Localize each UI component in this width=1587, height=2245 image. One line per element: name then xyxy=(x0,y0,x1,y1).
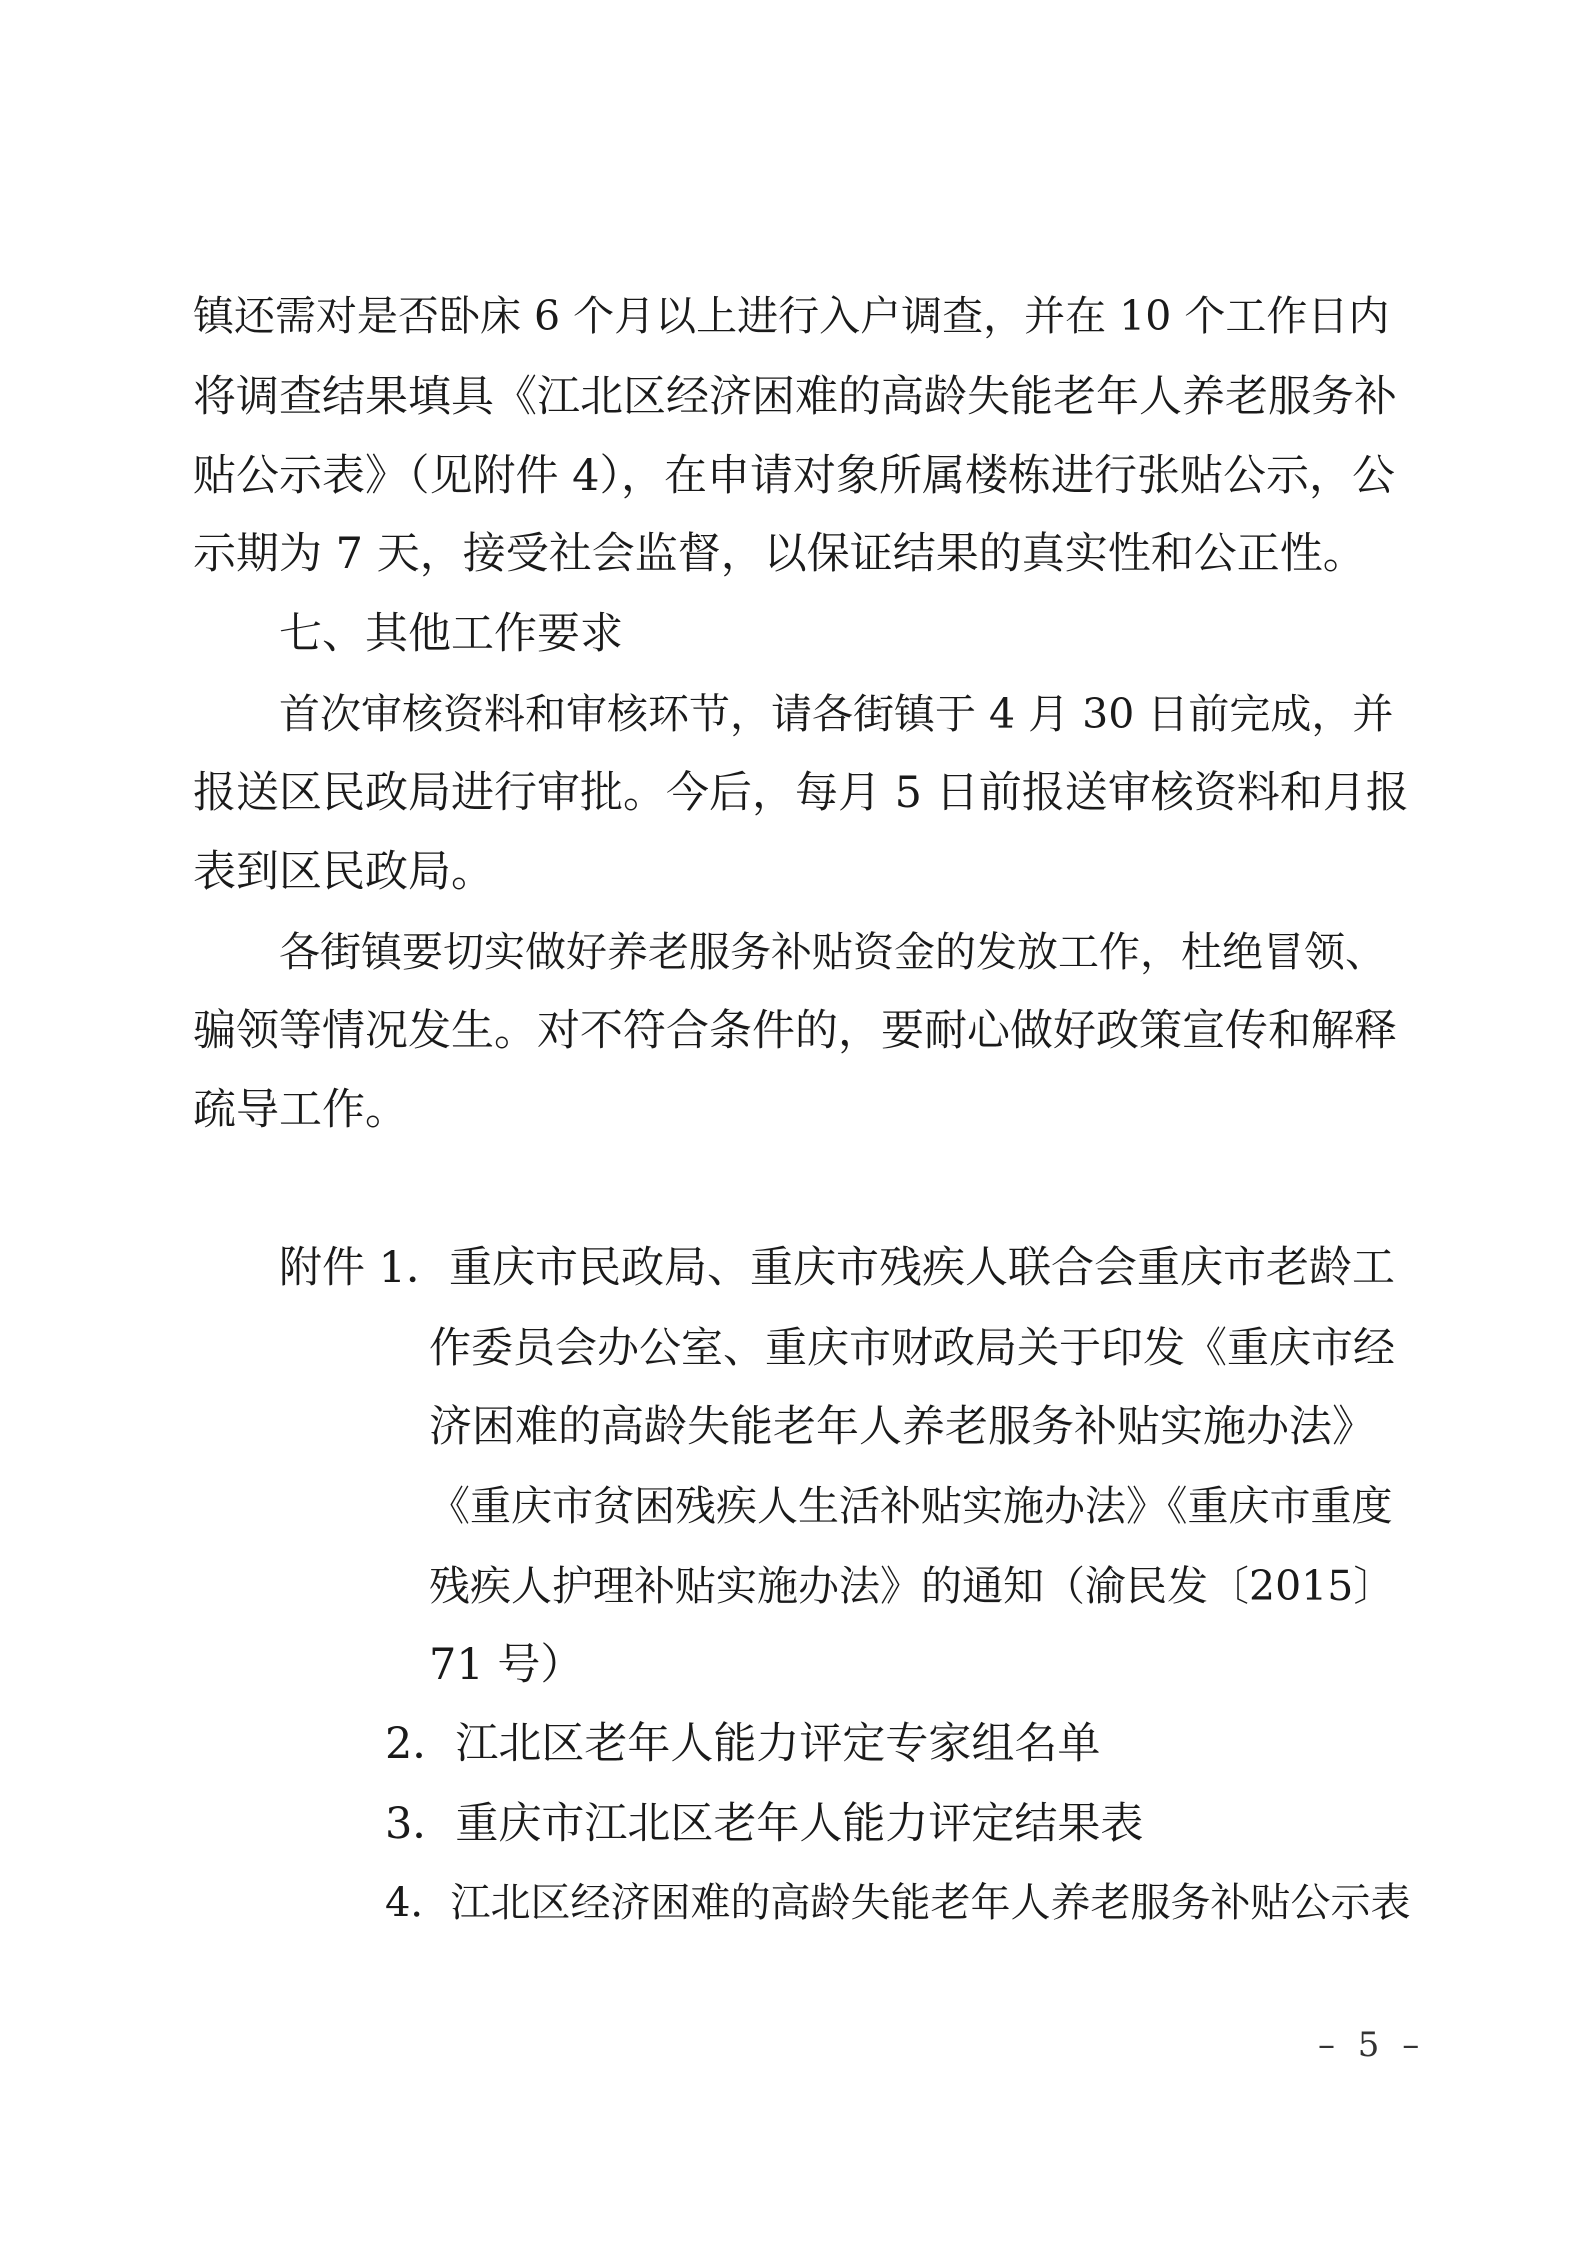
attachment-line: 《重庆市贫困残疾人生活补贴实施办法》《重庆市重度 xyxy=(429,1482,1393,1530)
attachment-line: 济困难的高龄失能老年人养老服务补贴实施办法》 xyxy=(429,1402,1375,1452)
body-line: 贴公示表》（见附件 4），在申请对象所属楼栋进行张贴公示，公 xyxy=(193,451,1396,501)
page-number: – 5 – xyxy=(1318,2025,1426,2065)
body-line: 报送区民政局进行审批。今后，每月 5 日前报送审核资料和月报 xyxy=(193,768,1409,818)
attachment-line: 残疾人护理补贴实施办法》的通知（渝民发〔2015〕 xyxy=(429,1562,1395,1610)
body-line: 首次审核资料和审核环节，请各街镇于 4 月 30 日前完成，并 xyxy=(279,690,1394,738)
attachment-item: 3．重庆市江北区老年人能力评定结果表 xyxy=(385,1799,1144,1849)
body-line: 骗领等情况发生。对不符合条件的，要耐心做好政策宣传和解释 xyxy=(193,1006,1397,1056)
attachment-line: 附件 1．重庆市民政局、重庆市残疾人联合会重庆市老龄工 xyxy=(279,1243,1396,1293)
body-line: 示期为 7 天，接受社会监督，以保证结果的真实性和公正性。 xyxy=(193,529,1366,579)
body-line: 表到区民政局。 xyxy=(193,847,494,897)
attachment-item: 2．江北区老年人能力评定专家组名单 xyxy=(385,1719,1101,1769)
attachment-item: 4．江北区经济困难的高龄失能老年人养老服务补贴公示表 xyxy=(385,1880,1411,1926)
section-heading: 七、其他工作要求 xyxy=(279,609,623,659)
attachment-line: 作委员会办公室、重庆市财政局关于印发《重庆市经 xyxy=(429,1323,1396,1372)
body-line: 各街镇要切实做好养老服务补贴资金的发放工作，杜绝冒领、 xyxy=(279,928,1386,976)
body-line: 将调查结果填具《江北区经济困难的高龄失能老年人养老服务补 xyxy=(193,372,1397,422)
body-line: 疏导工作。 xyxy=(193,1085,408,1135)
attachment-line: 71 号） xyxy=(429,1640,584,1690)
body-line: 镇还需对是否卧床 6 个月以上进行入户调查，并在 10 个工作日内 xyxy=(193,292,1390,340)
